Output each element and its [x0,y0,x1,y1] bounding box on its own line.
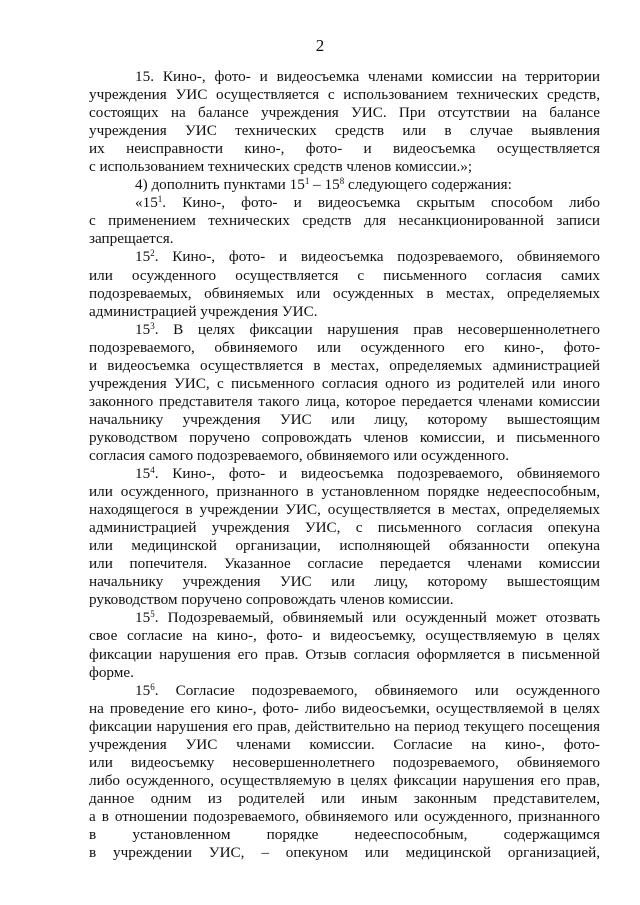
text-run: 15 [135,681,151,699]
text-run: 4) дополнить пунктами 15 [135,176,305,194]
text-line: или медицинской организации, исполняющей обязанности опекуна [89,537,600,555]
paragraph-amendment-4 [89,176,600,194]
text-line: начальнику учреждения УИС или лицу, которому вышестоящим [89,410,600,428]
text-run: 15 [135,248,151,266]
paragraph-15-1 [89,194,600,248]
text-line: или осужденного, признанного в установленном порядке недееспособным, [89,483,600,501]
superscript: 8 [339,176,345,187]
text-line: администрацией учреждения УИС, с письменного согласия опекуна [89,519,600,537]
text-line [89,682,600,700]
text-run: «15 [135,194,158,212]
text-run: . Подозреваемый, обвиняемый или осужденный может отозвать [154,609,600,627]
superscript: 1 [304,176,310,187]
text-line: а в отношении подозреваемого, обвиняемого или осужденного, признанного [89,807,600,825]
superscript: 3 [150,320,155,331]
paragraph-15-2 [89,248,600,320]
text-line: или попечителя. Указанное согласие передается членами комиссии [89,555,600,573]
text-line: учреждения УИС членами комиссии. Согласие на кино-, фото- [89,735,600,753]
text-line: с применением технических средств для несанкционированной записи [89,212,600,230]
text-line [89,248,600,266]
page-number: 2 [315,36,325,55]
text-line: их неисправности кино-, фото- и видеосъемка осуществляется [89,140,600,158]
text-run: . В целях фиксации нарушения прав несовершеннолетнего [154,320,600,338]
text-line [89,465,600,483]
text-line: законного представителя такого лица, которое передается членами комиссии [89,392,600,410]
text-line: согласия самого подозреваемого, обвиняемого или осужденного. [89,446,510,464]
text-line: запрещается. [89,230,174,248]
text-run: 15 [135,465,151,483]
text-line: и видеосъемка осуществляется в местах, определяемых администрацией [89,356,600,374]
text-line: форме. [89,663,134,681]
text-line [89,321,600,339]
text-run: . Согласие подозреваемого, обвиняемого или осужденного [154,681,600,699]
text-line: 15. Кино-, фото- и видеосъемка членами комиссии на территории [135,68,600,85]
text-line: на проведение его кино-, фото- либо видеосъемки, осуществляемой в целях [89,699,600,717]
text-line: фиксации нарушения его прав, действительно на период текущего посещения [89,717,600,735]
text-line: начальнику учреждения УИС или лицу, которому вышестоящим [89,573,600,591]
text-line: или осужденного осуществляется с письменного согласия самих [89,266,600,284]
text-line: либо осужденного, осуществляемую в целях фиксации нарушения его прав, [89,771,600,789]
text-line: фиксации нарушения его прав. Отзыв согласия оформляется в письменной [89,645,600,663]
text-line: руководством поручено сопровождать членов комиссии, и письменного [89,428,600,446]
text-run: . Кино-, фото- и видеосъемка подозреваемого, обвиняемого [154,465,600,483]
text-line: учреждения УИС технических средств или в случае выявления [89,122,600,140]
text-line: свое согласие на кино-, фото- и видеосъемку, осуществляемую в целях [89,627,600,645]
superscript: 1 [157,194,163,205]
text-line: данное одним из родителей или иным законным представителем, [89,789,600,807]
text-line: подозреваемого, обвиняемого или осужденного его кино-, фото- [89,338,600,356]
document-body [89,68,600,862]
paragraph-15 [89,68,600,176]
text-line: состоящих на балансе учреждения УИС. При отсутствии на балансе [89,104,600,122]
text-line: находящегося в учреждении УИС, осуществляется в местах, определяемых [89,501,600,519]
text-line: с использованием технических средств членов комиссии.»; [89,158,473,176]
superscript: 2 [150,248,155,259]
text-line: руководством поручено сопровождать членов комиссии. [89,591,454,609]
text-run: 15 [135,320,151,338]
text-run: 15 [135,609,151,627]
superscript: 5 [150,609,155,620]
text-run: . Кино-, фото- и видеосъемка подозреваемого, обвиняемого [154,248,600,266]
text-line: учреждения УИС, с письменного согласия одного из родителей или иного [89,374,600,392]
text-line: в учреждении УИС, – опекуном или медицинской организацией, [89,844,600,862]
text-line [89,609,600,627]
paragraph-15-6 [89,682,600,862]
text-run: следующего содержания: [344,176,512,194]
text-line: в установленном порядке недееспособным, содержащимся [89,825,600,843]
text-line: подозреваемых, обвиняемых или осужденных в местах, определяемых [89,284,600,302]
text-line [89,176,600,194]
text-run: . Кино-, фото- и видеосъемка скрытым способом либо [162,194,600,212]
paragraph-15-5 [89,609,600,681]
paragraph-15-4 [89,465,600,609]
text-run: – 15 [309,176,340,194]
text-line: или видеосъемку несовершеннолетнего подозреваемого, обвиняемого [89,753,600,771]
text-line [89,194,600,212]
superscript: 4 [150,465,155,476]
superscript: 6 [150,681,155,692]
paragraph-15-3 [89,321,600,465]
text-line: учреждения УИС осуществляется с использованием технических средств, [89,86,600,104]
text-line: администрацией учреждения УИС. [89,302,318,320]
